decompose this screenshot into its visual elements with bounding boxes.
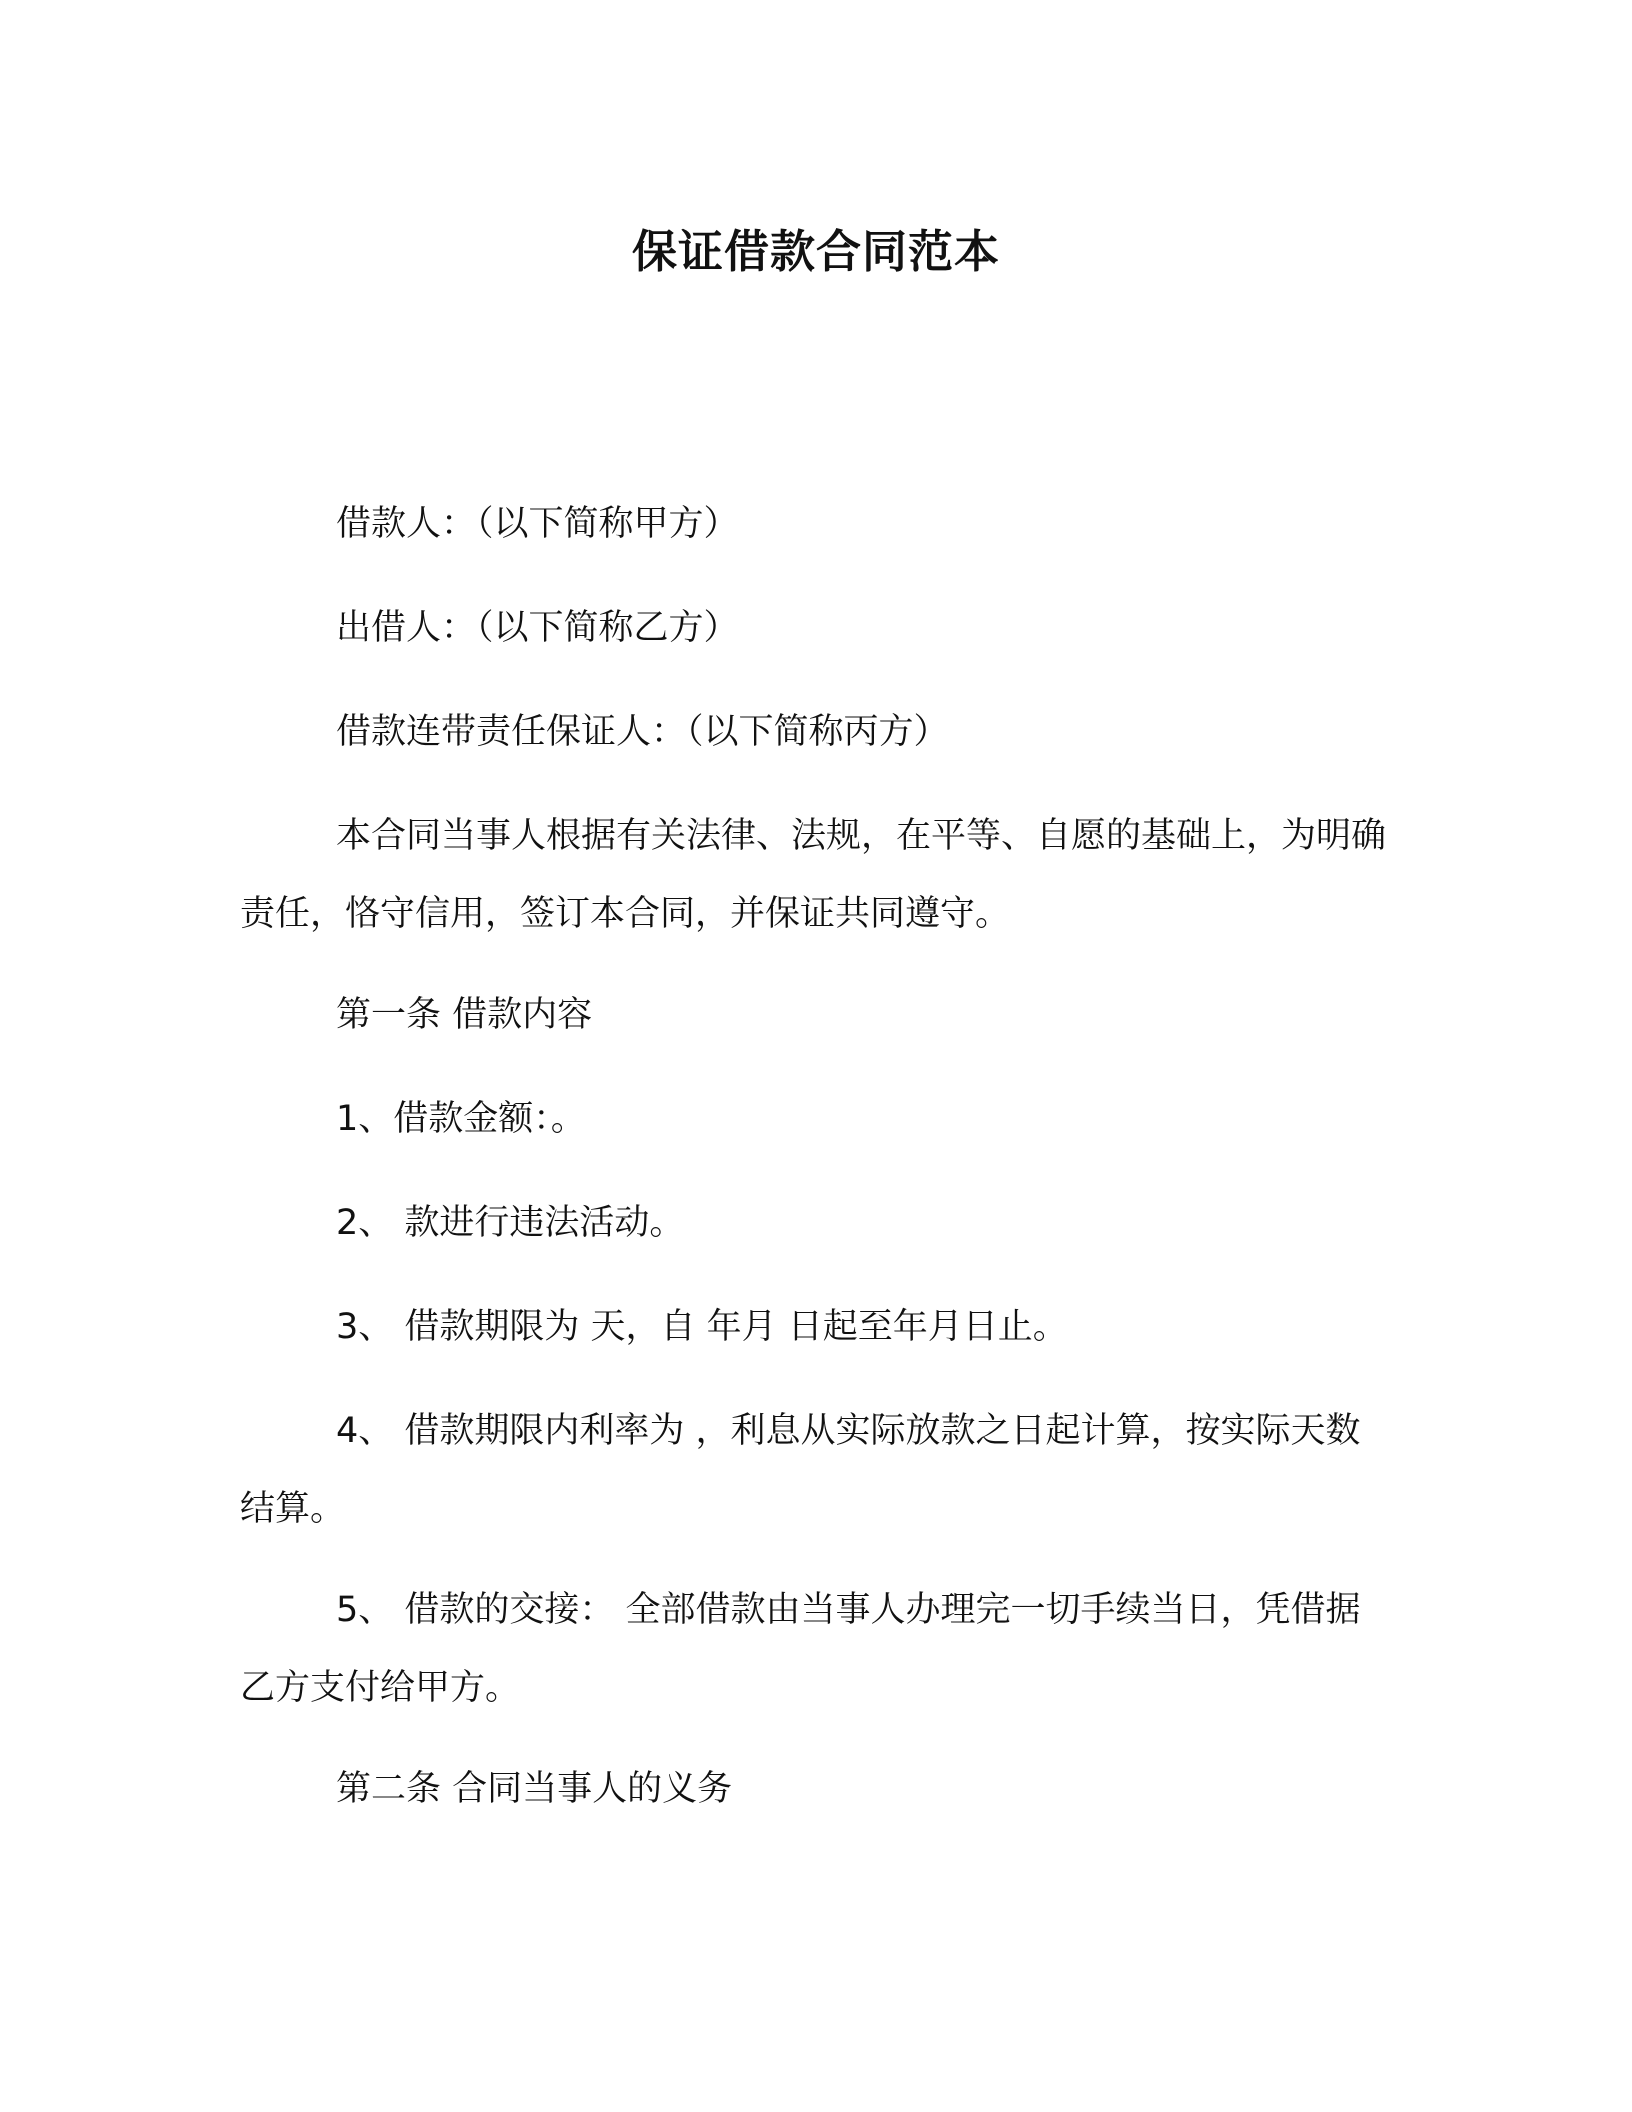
lender-line: 出借人：（以下简称乙方）: [336, 608, 739, 648]
clause-2-purpose: 2、 款进行违法活动。: [336, 1203, 685, 1243]
borrower-line: 借款人：（以下简称甲方）: [336, 504, 739, 544]
preamble-paragraph: 本合同当事人根据有关法律、法规，在平等、自愿的基础上，为明确责任，恪守信用，签订本合同，并保证共同遵守。: [240, 816, 1387, 934]
document-title: 保证借款合同范本: [631, 225, 1000, 278]
guarantor-line: 借款连带责任保证人：（以下简称丙方）: [336, 712, 949, 752]
clause-5-delivery: 5、 借款的交接： 全部借款由当事人办理完一切手续当日，凭借据乙方支付给甲方。: [240, 1590, 1361, 1708]
article-two-heading: 第二条 合同当事人的义务: [336, 1769, 733, 1809]
clause-1-amount: 1、借款金额：。: [336, 1099, 586, 1139]
clause-4-interest: 4、 借款期限内利率为 ，利息从实际放款之日起计算，按实际天数结算。: [240, 1411, 1361, 1529]
clause-3-term: 3、 借款期限为 天，自 年月 日起至年月日止。: [336, 1307, 1068, 1347]
article-one-heading: 第一条 借款内容: [336, 995, 593, 1035]
